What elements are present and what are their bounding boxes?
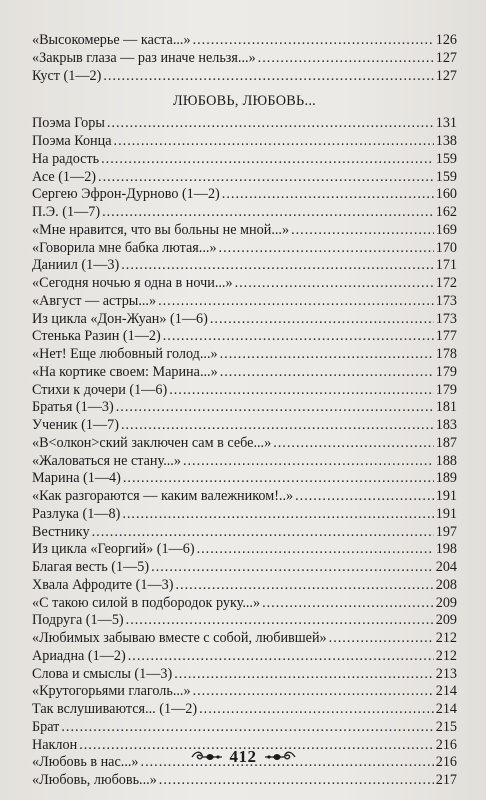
- toc-entry: [32, 364, 457, 382]
- toc-entry-title: Подруга (1—5): [32, 612, 124, 629]
- dot-leader: [220, 364, 434, 382]
- toc-entry-title: Куст (1—2): [32, 67, 102, 84]
- toc-entry-page: 214: [435, 683, 457, 700]
- toc-entry-page: 217: [435, 772, 457, 788]
- toc-entry-page: 179: [435, 381, 457, 398]
- toc-entry: [32, 399, 457, 417]
- toc-entry-page: 209: [435, 612, 457, 629]
- dot-leader: [197, 541, 434, 559]
- toc-entry-title: «Любовь, любовь...»: [32, 772, 157, 788]
- toc-entry-page: 172: [435, 275, 457, 291]
- toc-entry-page: 126: [435, 32, 457, 48]
- toc-entry-page: 169: [435, 221, 457, 238]
- toc-entry-page: 209: [435, 594, 457, 611]
- toc-entry: [32, 630, 457, 648]
- toc-entry: [32, 701, 457, 719]
- toc-entry-page: 191: [435, 505, 457, 522]
- toc-entry: [32, 506, 457, 524]
- dot-leader: [169, 382, 434, 400]
- toc-entry: [32, 453, 457, 471]
- toc-entry-page: 189: [435, 470, 457, 487]
- section-heading: ЛЮБОВЬ, ЛЮБОВЬ...: [172, 93, 317, 110]
- dot-leader: [210, 311, 434, 329]
- toc-entry-title: Стихи к дочери (1—6): [32, 381, 168, 398]
- dot-leader: [193, 683, 434, 701]
- dot-leader: [163, 328, 434, 346]
- toc-entry-title: Брат: [32, 718, 60, 735]
- dot-leader: [92, 524, 434, 542]
- toc-entry-page: 212: [435, 647, 457, 664]
- dot-leader: [273, 435, 434, 453]
- toc-entry: [32, 169, 457, 187]
- toc-entry-page: 208: [435, 576, 457, 593]
- toc-entry: [32, 719, 457, 737]
- dot-leader: [128, 648, 434, 666]
- toc-entry-page: 212: [435, 630, 457, 646]
- toc-entry: [32, 435, 457, 453]
- toc-entry-page: 159: [435, 150, 457, 167]
- toc-entry: [32, 311, 457, 329]
- toc-entry-page: 214: [435, 701, 457, 717]
- toc-entry: [32, 32, 457, 50]
- toc-entry-page: 204: [435, 559, 457, 575]
- toc-entry-title: Даниил (1—3): [32, 257, 120, 274]
- table-of-contents: [32, 32, 457, 790]
- toc-entry: [32, 115, 457, 133]
- toc-entry-title: Из цикла «Георгий» (1—6): [32, 541, 195, 558]
- toc-entry-title: «Любовь в нас...»: [32, 754, 139, 771]
- toc-entry-page: 216: [435, 754, 457, 771]
- dot-leader: [193, 32, 434, 50]
- toc-entry-title: Сергею Эфрон-Дурново (1—2): [32, 186, 220, 203]
- toc-entry-page: 177: [435, 328, 457, 345]
- dot-leader: [295, 488, 434, 506]
- toc-entry-title: Наклон: [32, 736, 78, 753]
- toc-entry-title: «Любимых забываю вместе с собой, любившей»: [32, 630, 327, 646]
- dot-leader: [222, 186, 434, 204]
- toc-entry: [32, 577, 457, 595]
- dot-leader: [116, 399, 434, 417]
- dot-leader: [121, 257, 434, 275]
- toc-entry-page: 197: [435, 523, 457, 540]
- toc-entry-title: Стенька Разин (1—2): [32, 328, 161, 345]
- toc-entry-title: П.Э. (1—7): [32, 204, 101, 220]
- dot-leader: [262, 595, 434, 613]
- toc-entry-page: 173: [435, 292, 457, 309]
- dot-leader: [98, 169, 434, 187]
- dot-leader: [151, 559, 434, 577]
- toc-entry: [32, 204, 457, 222]
- dot-leader: [61, 719, 433, 737]
- toc-entry: [32, 275, 457, 293]
- dot-leader: [126, 612, 434, 630]
- toc-entry-title: «Мне нравится, что вы больны не мной...»: [32, 221, 290, 238]
- dot-leader: [121, 417, 434, 435]
- toc-entry-title: «С такою силой в подбородок руку...»: [32, 594, 261, 611]
- toc-entry-page: 173: [435, 310, 457, 327]
- toc-entry: [32, 683, 457, 701]
- dot-leader: [102, 204, 434, 222]
- toc-entry-title: Братья (1—3): [32, 399, 114, 416]
- dot-leader: [258, 50, 434, 68]
- page-number: 412: [229, 747, 257, 766]
- toc-entry-page: 162: [435, 204, 457, 220]
- toc-entry-page: 179: [435, 363, 457, 380]
- dot-leader: [219, 240, 434, 258]
- toc-entry-title: Из цикла «Дон-Жуан» (1—6): [32, 310, 208, 327]
- dot-leader: [159, 772, 434, 790]
- toc-entry-page: 178: [435, 346, 457, 362]
- toc-entry-title: «Говорила мне бабка лютая...»: [32, 239, 217, 256]
- page-footer: [0, 745, 486, 769]
- toc-entry: [32, 346, 457, 364]
- toc-entry-page: 187: [435, 434, 457, 451]
- toc-entry: [32, 772, 457, 790]
- toc-entry-page: 138: [435, 133, 457, 149]
- toc-entry: [32, 257, 457, 275]
- toc-entry-page: 127: [435, 67, 457, 84]
- toc-entry-title: Ученик (1—7): [32, 417, 119, 433]
- toc-entry-page: 215: [435, 718, 457, 735]
- toc-entry-page: 198: [435, 541, 457, 558]
- toc-entry: [32, 222, 457, 240]
- dot-leader: [235, 275, 434, 293]
- toc-entry: [32, 293, 457, 311]
- toc-entry-title: Вестнику: [32, 523, 90, 540]
- toc-entry: [32, 417, 457, 435]
- toc-entry-page: 171: [435, 257, 457, 274]
- toc-entry: [32, 68, 457, 86]
- dot-leader: [107, 115, 434, 133]
- toc-entry-page: 216: [435, 736, 457, 753]
- toc-entry: [32, 186, 457, 204]
- dot-leader: [183, 453, 434, 471]
- toc-entry-title: «Нет! Еще любовный голод...»: [32, 346, 218, 362]
- toc-entry-page: 183: [435, 417, 457, 433]
- toc-entry: [32, 328, 457, 346]
- toc-entry-title: «Крутогорьями глаголь...»: [32, 683, 191, 700]
- toc-entry-title: Марина (1—4): [32, 470, 121, 487]
- dot-leader: [158, 293, 434, 311]
- toc-entry-title: Хвала Афродите (1—3): [32, 576, 174, 593]
- toc-entry: [32, 151, 457, 169]
- dot-leader: [174, 666, 433, 684]
- toc-entry: [32, 50, 457, 68]
- toc-entry-title: Так вслушиваются... (1—2): [32, 701, 198, 717]
- dot-leader: [103, 68, 433, 86]
- dot-leader: [101, 151, 434, 169]
- toc-entry-title: Благая весть (1—5): [32, 559, 150, 575]
- toc-entry: [32, 240, 457, 258]
- toc-entry-title: На радость: [32, 150, 100, 167]
- toc-entry-page: 191: [435, 488, 457, 504]
- dot-leader: [329, 630, 434, 648]
- toc-entry: [32, 133, 457, 151]
- toc-entry-page: 131: [435, 115, 457, 132]
- toc-entry-title: Поэма Конца: [32, 133, 112, 149]
- toc-entry-page: 159: [435, 168, 457, 185]
- toc-entry-page: 127: [435, 49, 457, 66]
- toc-entry-title: Асе (1—2): [32, 168, 97, 185]
- toc-entry-title: Поэма Горы: [32, 115, 105, 132]
- toc-entry-page: 160: [435, 186, 457, 203]
- toc-entry: [32, 382, 457, 400]
- toc-entry-title: «Высокомерье — каста...»: [32, 32, 191, 48]
- toc-entry: [32, 524, 457, 542]
- toc-entry-title: «На кортике своем: Марина...»: [32, 363, 218, 380]
- toc-entry: [32, 595, 457, 613]
- toc-entry: [32, 470, 457, 488]
- toc-entry-title: «Август — астры...»: [32, 292, 157, 309]
- toc-entry-title: «Закрыв глаза — раз иначе нельзя...»: [32, 49, 256, 66]
- vignette-ornament-icon: [190, 750, 224, 764]
- toc-entry-page: 213: [435, 665, 457, 682]
- dot-leader: [123, 470, 434, 488]
- toc-entry-page: 181: [435, 399, 457, 416]
- toc-entry: [32, 648, 457, 666]
- toc-entry-title: Слова и смыслы (1—3): [32, 665, 173, 682]
- dot-leader: [291, 222, 434, 240]
- toc-entry-title: «В<олкон>ский заключен сам в себе...»: [32, 434, 272, 451]
- toc-entry: [32, 559, 457, 577]
- toc-entry: [32, 666, 457, 684]
- dot-leader: [122, 506, 433, 524]
- dot-leader: [114, 133, 434, 151]
- toc-entry-title: «Сегодня ночью я одна в ночи...»: [32, 275, 233, 291]
- dot-leader: [199, 701, 434, 719]
- toc-entry-title: «Жаловаться не стану...»: [32, 452, 181, 469]
- toc-entry-page: 188: [435, 452, 457, 469]
- toc-entry-page: 170: [435, 239, 457, 256]
- toc-entry: [32, 541, 457, 559]
- toc-entry-title: Разлука (1—8): [32, 505, 121, 522]
- dot-leader: [220, 346, 434, 364]
- toc-entry-title: «Как разгораются — каким валежником!..»: [32, 488, 294, 504]
- vignette-ornament-icon: [263, 750, 297, 764]
- toc-entry: [32, 612, 457, 630]
- toc-entry: [32, 488, 457, 506]
- dot-leader: [175, 577, 433, 595]
- toc-entry-title: Ариадна (1—2): [32, 647, 126, 664]
